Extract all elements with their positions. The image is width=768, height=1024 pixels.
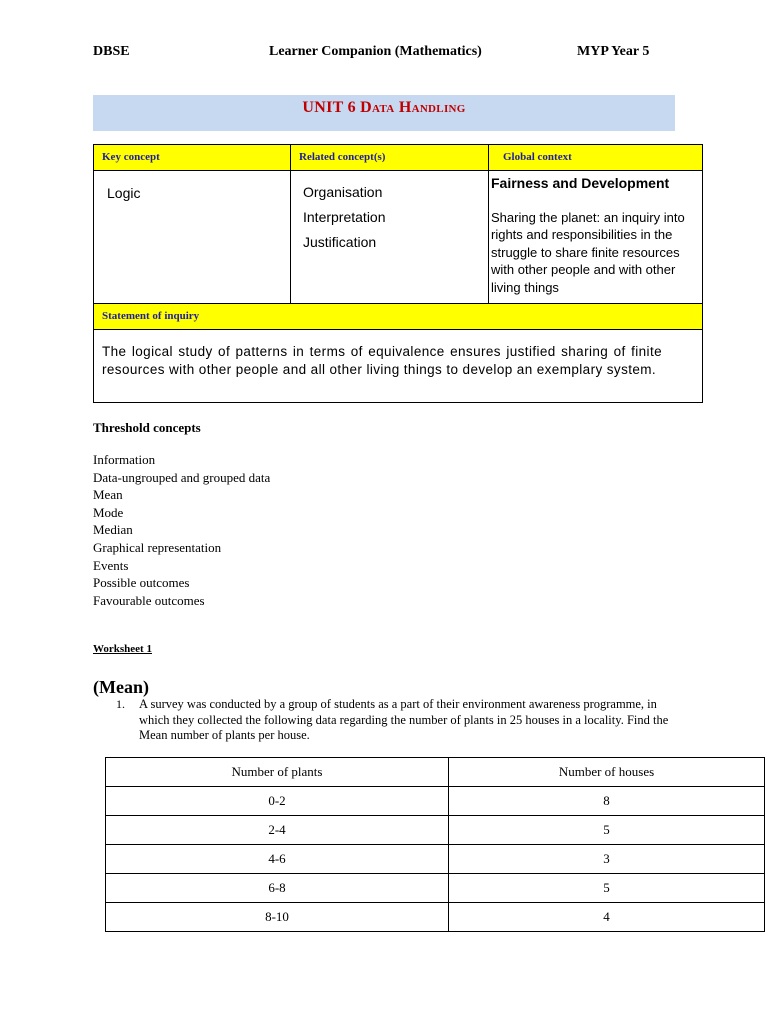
- houses-count-cell: 5: [449, 816, 765, 845]
- houses-count-cell: 8: [449, 787, 765, 816]
- concept-table: [93, 144, 703, 403]
- plants-range-cell: 2-4: [106, 816, 449, 845]
- related-concept-item: Interpretation: [303, 209, 386, 225]
- plants-range-cell: 8-10: [106, 903, 449, 932]
- threshold-item: Median: [93, 522, 133, 538]
- threshold-item: Favourable outcomes: [93, 592, 205, 608]
- threshold-item: Information: [93, 452, 156, 467]
- question-text: A survey was conducted by a group of students as a part of their environment awareness programme, in which they collected the following data regarding the number of plants in 25 houses in a locality. Find the Mean number of plants per house.: [139, 697, 669, 742]
- unit-title: UNIT 6 Data Handling: [302, 99, 466, 116]
- table-row: [106, 874, 765, 903]
- header-left: DBSE: [93, 44, 130, 59]
- table-row: [106, 787, 765, 816]
- threshold-item: Data-ungrouped and grouped data: [93, 469, 271, 485]
- global-context-title: Fairness and Development: [491, 175, 670, 191]
- table-row: [106, 845, 765, 874]
- threshold-item: Events: [93, 557, 129, 573]
- related-concept-item: Organisation: [303, 184, 383, 200]
- statement-of-inquiry-header: Statement of inquiry: [94, 304, 703, 330]
- table-header-row: [106, 758, 765, 787]
- column-header-houses: Number of houses: [449, 758, 765, 787]
- threshold-item: Mean: [93, 487, 123, 503]
- global-context-cell: [489, 171, 703, 304]
- key-concept-header: Key concept: [94, 145, 291, 171]
- worksheet-label: Worksheet 1: [93, 643, 152, 655]
- plants-data-table: [105, 757, 765, 932]
- threshold-item: Graphical representation: [93, 539, 222, 555]
- plants-range-cell: 4-6: [106, 845, 449, 874]
- unit-banner: [93, 95, 675, 131]
- plants-range-cell: 6-8: [106, 874, 449, 903]
- column-header-plants: Number of plants: [106, 758, 449, 787]
- plants-range-cell: 0-2: [106, 787, 449, 816]
- question-number: 1.: [116, 697, 125, 711]
- threshold-concepts-list: [93, 451, 270, 609]
- worksheet-topic-heading: (Mean): [93, 677, 149, 697]
- header-right: MYP Year 5: [577, 44, 650, 59]
- global-context-text: Sharing the planet: an inquiry into rights and responsibilities in the struggle to share finite resources with other people and with other living things: [491, 209, 685, 295]
- houses-count-cell: 4: [449, 903, 765, 932]
- statement-of-inquiry-text: The logical study of patterns in terms of equivalence ensures justified sharing of finite resources with other people and all other living things to develop an exemplary system.: [94, 330, 703, 403]
- threshold-item: Possible outcomes: [93, 575, 190, 591]
- threshold-item: Mode: [93, 504, 124, 520]
- table-row: [106, 903, 765, 932]
- threshold-concepts-heading: Threshold concepts: [93, 420, 201, 435]
- key-concept-cell: [94, 171, 291, 304]
- table-row: [106, 816, 765, 845]
- related-concepts-cell: [291, 171, 489, 304]
- header-center: Learner Companion (Mathematics): [269, 44, 482, 59]
- global-context-header: Global context: [489, 145, 703, 171]
- houses-count-cell: 5: [449, 874, 765, 903]
- related-concepts-header: Related concept(s): [291, 145, 489, 171]
- houses-count-cell: 3: [449, 845, 765, 874]
- key-concept-value: Logic: [107, 185, 141, 201]
- related-concept-item: Justification: [303, 234, 377, 250]
